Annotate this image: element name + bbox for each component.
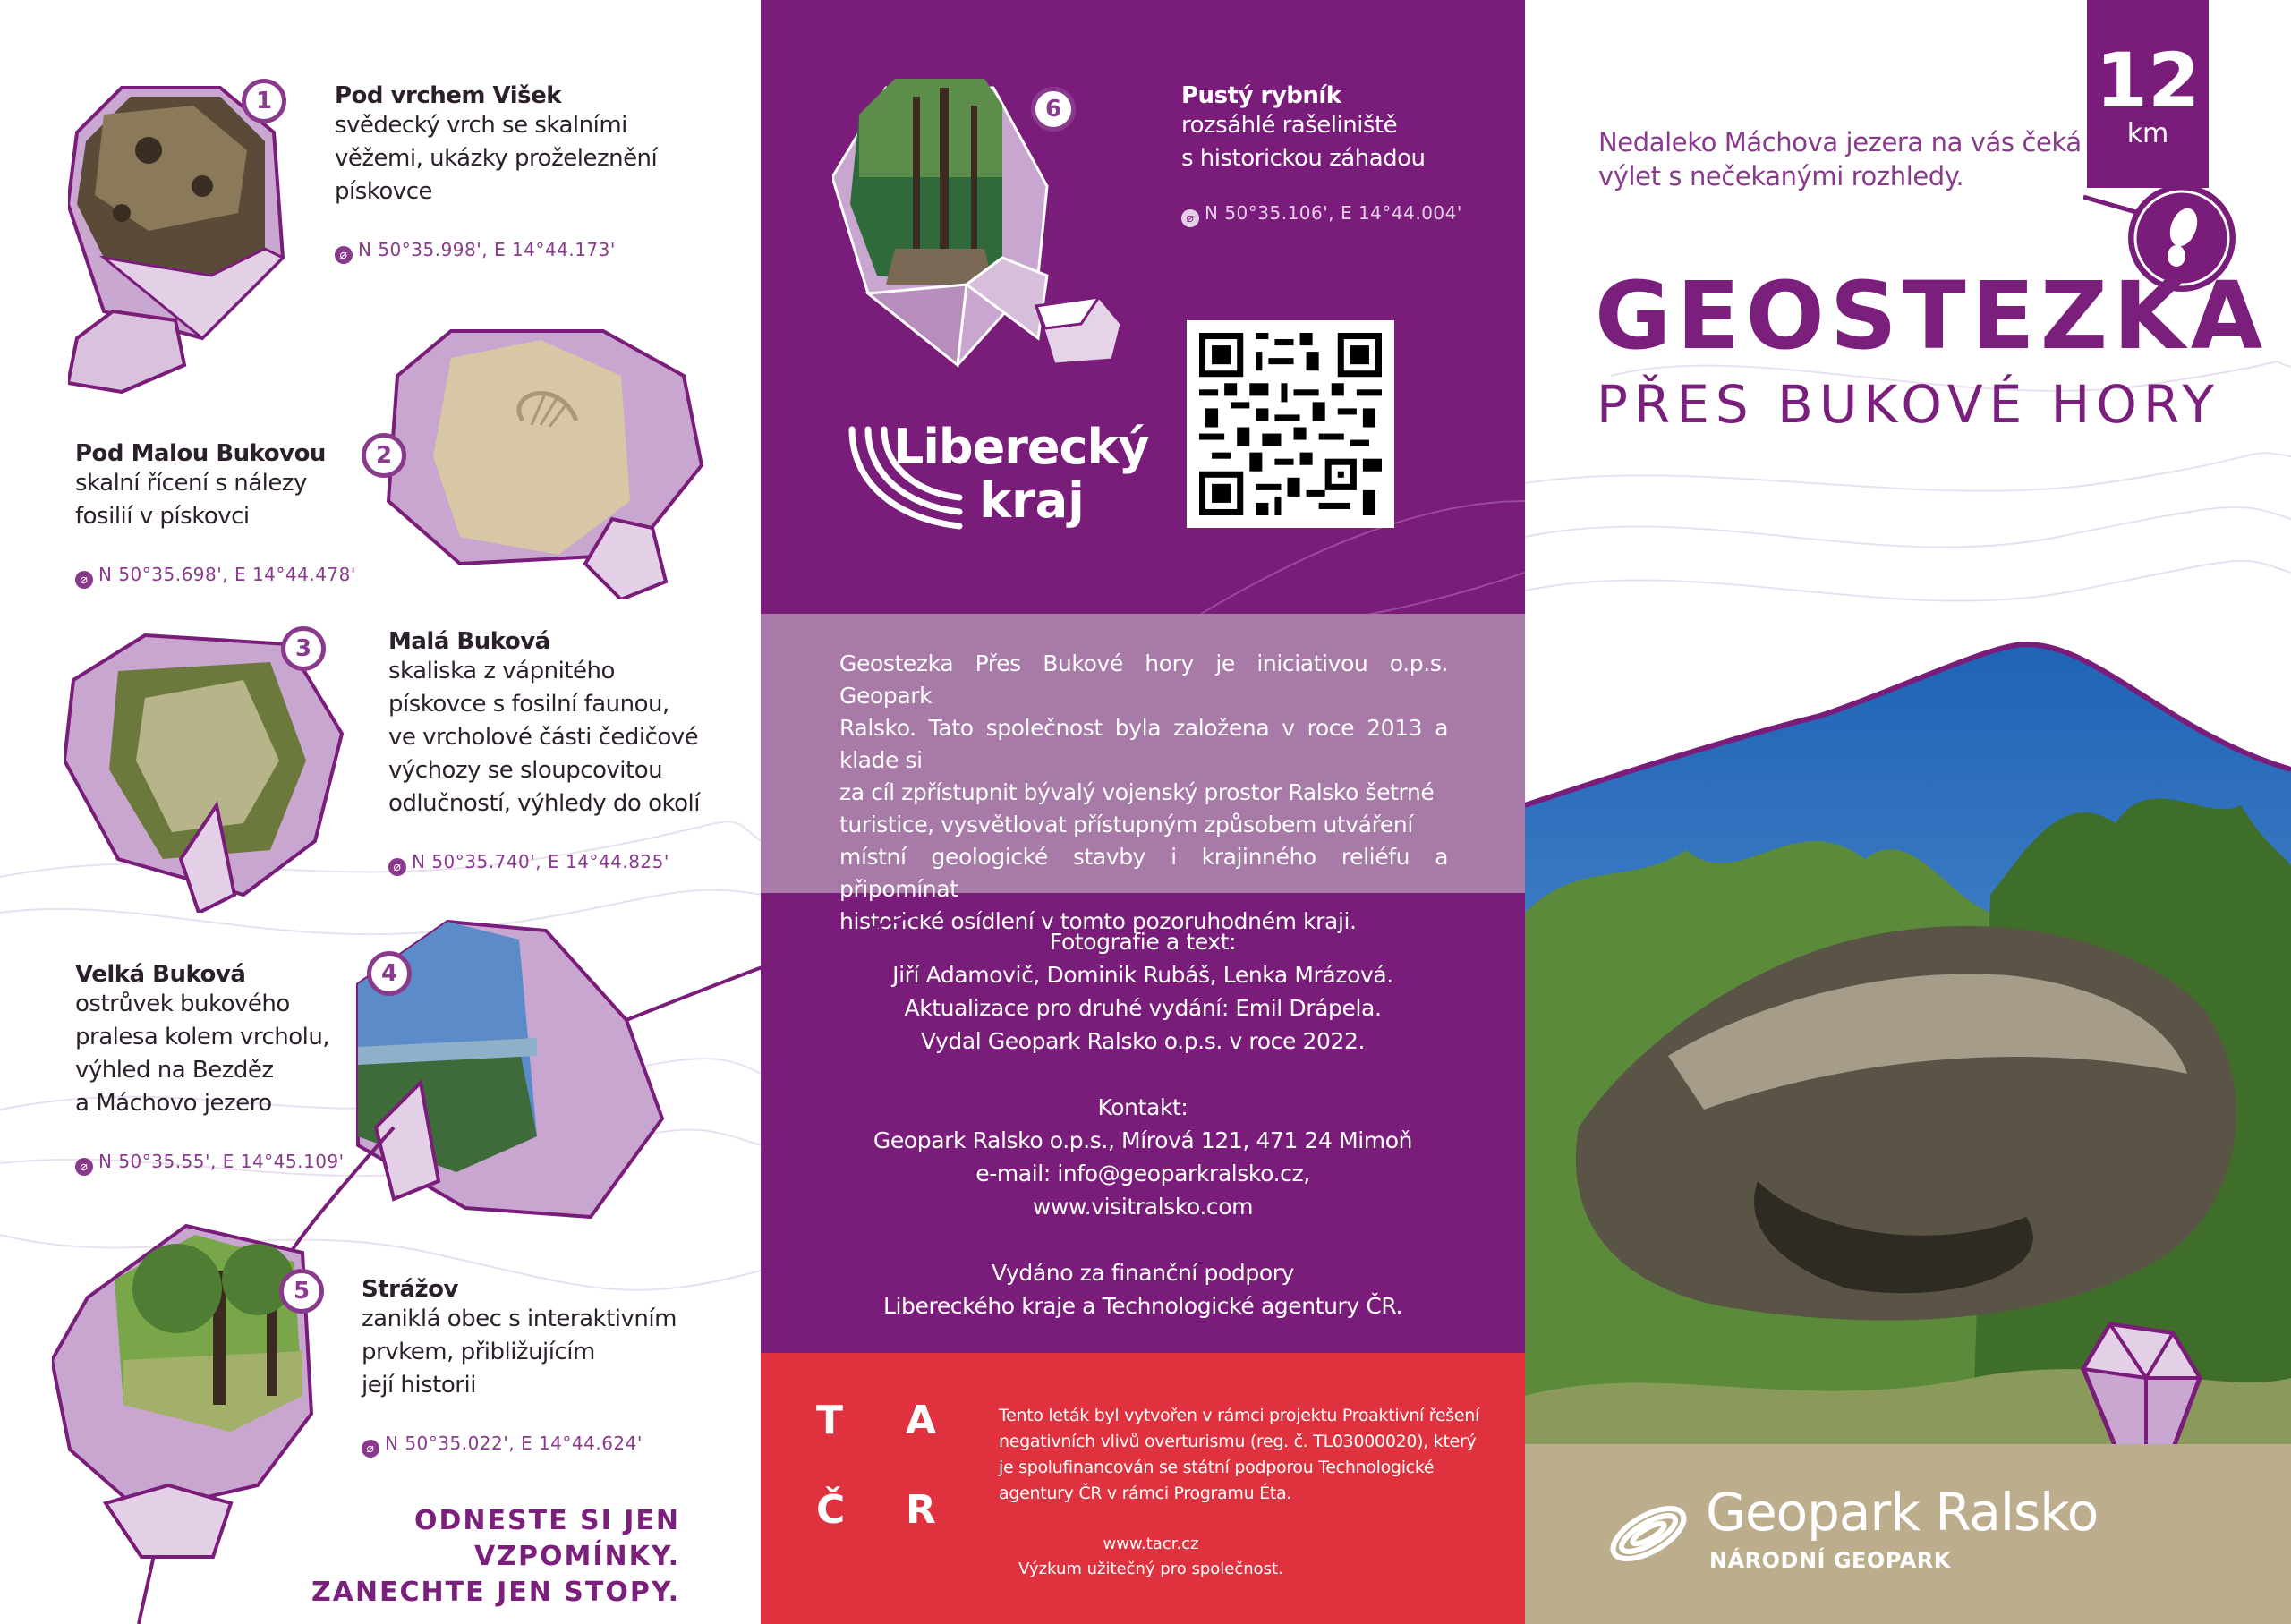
stop-1-gps-value: N 50°35.998', E 14°44.173' [358, 239, 616, 260]
credits-line-9[interactable]: www.visitralsko.com [1032, 1194, 1254, 1220]
stop-badge-6: 6 [1031, 87, 1076, 132]
stop-5-gps-value: N 50°35.022', E 14°44.624' [385, 1433, 643, 1454]
gps-icon: ⌀ [75, 571, 93, 589]
stop-badge-1: 1 [242, 79, 286, 123]
stop-5-desc-3: její historii [362, 1372, 476, 1399]
gps-icon: ⌀ [335, 246, 353, 264]
stop-4-desc-4: a Máchovo jezero [75, 1090, 272, 1117]
about-line-4: turistice, vysvětlovat přístupným způsobem utváření [839, 812, 1413, 838]
tacr-letter-a: A [906, 1398, 937, 1443]
credits-line-2: Jiří Adamovič, Dominik Rubáš, Lenka Mrázová. [892, 962, 1393, 988]
stop-5-title: Strážov [362, 1276, 458, 1303]
stop-3-desc-3: ve vrcholové části čedičové [388, 724, 699, 751]
geopark-logo-sub: NÁRODNÍ GEOPARK [1709, 1548, 1951, 1573]
credits-line-7: Geopark Ralsko o.p.s., Mírová 121, 471 24 Mimoň [873, 1127, 1413, 1153]
logo-kraj-line-2: kraj [979, 472, 1085, 529]
stop-4-desc-3: výhled na Bezděz [75, 1057, 274, 1084]
stop-3-desc-1: skaliska z vápnitého [388, 658, 615, 684]
distance-unit: km [2126, 118, 2169, 149]
stop-2-desc-2: fosilií v pískovci [75, 503, 250, 530]
stop-6-gps-value: N 50°35.106', E 14°44.004' [1205, 202, 1462, 224]
credits-line-8[interactable]: e-mail: info@geoparkralsko.cz, [975, 1161, 1310, 1186]
stop-badge-3: 3 [281, 626, 326, 671]
tagline-line-2: výlet s nečekanými rozhledy. [1598, 161, 1964, 191]
main-title: GEOSTEZKA [1595, 261, 2269, 370]
stop-5-gps [362, 1433, 677, 1458]
tacr-slogan: Výzkum užitečný pro společnost. [1018, 1560, 1283, 1578]
tacr-line-2: negativních vlivů overturismu (reg. č. TL03000020), který [999, 1432, 1477, 1451]
tagline-line-1: Nedaleko Máchova jezera na vás čeká [1598, 127, 2082, 157]
stop-6-title: Pustý rybník [1181, 82, 1341, 109]
stop-badge-2: 2 [362, 433, 406, 478]
tacr-letter-r: R [906, 1487, 936, 1533]
stop-1-desc-2: věžemi, ukázky proželeznění [335, 145, 658, 172]
stop-2-title: Pod Malou Bukovou [75, 440, 326, 467]
stop-1-desc-3: pískovce [335, 178, 432, 205]
credits-line-6: Kontakt: [1097, 1094, 1188, 1120]
geopark-logo-name: Geopark Ralsko [1706, 1482, 2099, 1543]
tacr-line-1: Tento leták byl vytvořen v rámci projektu Proaktivní řešení [999, 1406, 1479, 1425]
stop-4-gps-value: N 50°35.55', E 14°45.109' [98, 1151, 345, 1172]
stop-4-desc-2: pralesa kolem vrcholu, [75, 1024, 330, 1050]
credits-line-3: Aktualizace pro druhé vydání: Emil Drápela. [904, 995, 1382, 1021]
gps-icon: ⌀ [362, 1440, 379, 1458]
main-subtitle: PŘES BUKOVÉ HORY [1597, 374, 2220, 435]
slogan [268, 1503, 680, 1611]
stop-3-desc-2: pískovce s fosilní faunou, [388, 691, 669, 718]
tacr-letter-c: Č [816, 1487, 846, 1533]
geopark-logo-bar [1525, 1444, 2291, 1624]
gps-icon: ⌀ [1181, 209, 1199, 227]
stop-5-desc-2: prvkem, přibližujícím [362, 1339, 595, 1365]
about-line-1: Geostezka Přes Bukové hory je iniciativou o.p.s. Geopark [839, 650, 1448, 709]
tacr-letter-t: T [816, 1398, 844, 1443]
tagline [1598, 125, 2082, 193]
stop-6-desc-2: s historickou záhadou [1181, 145, 1426, 172]
credits-line-4: Vydal Geopark Ralsko o.p.s. v roce 2022. [920, 1028, 1366, 1054]
slogan-line-2: ZANECHTE JEN STOPY. [311, 1577, 680, 1608]
stop-5-desc-1: zaniklá obec s interaktivním [362, 1305, 677, 1332]
tacr-line-3: je spolufinancován se státní podporou Technologické [999, 1458, 1435, 1477]
credits-line-11: Vydáno za finanční podpory [991, 1260, 1294, 1286]
gps-icon: ⌀ [75, 1158, 93, 1176]
about-line-5: místní geologické stavby i krajinného reliéfu a připomínat [839, 844, 1448, 902]
stop-4-title: Velká Buková [75, 961, 246, 988]
stop-badge-5: 5 [279, 1269, 324, 1314]
credits-line-1: Fotografie a text: [1049, 929, 1237, 955]
gps-icon: ⌀ [388, 858, 406, 876]
stop-5-text [362, 1276, 677, 1458]
distance-tab [2087, 0, 2209, 188]
stop-2-desc-1: skalní řícení s nálezy [75, 470, 307, 497]
distance-value: 12 [2095, 37, 2201, 124]
stop-4-desc-1: ostrůvek bukového [75, 991, 290, 1017]
stop-3-title: Malá Buková [388, 628, 550, 655]
about-line-6: historické osídlení v tomto pozoruhodném kraji. [839, 908, 1357, 934]
stop-badge-4: 4 [367, 951, 412, 996]
stop-1-title: Pod vrchem Višek [335, 82, 562, 109]
stop-3-desc-5: odlučností, výhledy do okolí [388, 790, 700, 817]
geopark-logo-icon [1604, 1489, 1693, 1578]
stop-1-desc-1: svědecký vrch se skalními [335, 112, 627, 139]
about-line-2: Ralsko. Tato společnost byla založena v roce 2013 a klade si [839, 715, 1448, 773]
credits-line-12: Libereckého kraje a Technologické agentury ČR. [882, 1293, 1403, 1319]
stop-3-gps-value: N 50°35.740', E 14°44.825' [412, 851, 669, 872]
about-line-3: za cíl zpřístupnit bývalý vojenský prostor Ralsko šetrné [839, 779, 1435, 805]
stop-6-desc-1: rozsáhlé rašeliniště [1181, 112, 1398, 139]
stop-3-desc-4: výchozy se sloupcovitou [388, 757, 663, 784]
logo-kraj-line-1: Liberecký [893, 419, 1149, 475]
stop-2-gps-value: N 50°35.698', E 14°44.478' [98, 564, 356, 585]
tacr-line-4: agentury ČR v rámci Programu Éta. [999, 1484, 1292, 1503]
tacr-url[interactable]: www.tacr.cz [1103, 1535, 1199, 1553]
slogan-line-1: ODNESTE SI JEN VZPOMÍNKY. [414, 1505, 680, 1572]
